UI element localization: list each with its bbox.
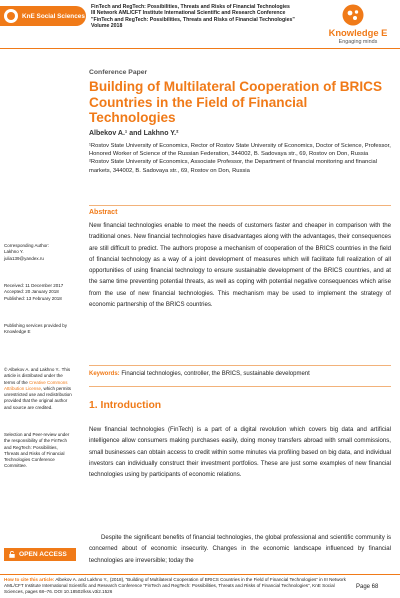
paper-authors: Albekov A.¹ and Lakhno Y.² — [89, 130, 179, 137]
citation — [4, 577, 346, 595]
keywords — [89, 371, 391, 377]
paper-title: Building of Multilateral Cooperation of BRICS Countries in the Field of Financial Technologies — [89, 79, 383, 126]
article-dates — [4, 283, 74, 302]
license-text: © Albekov A. and Lakhno Y.. This article is distributed under the terms of the — [4, 367, 71, 385]
publisher-name: KnE Social Sciences — [22, 12, 85, 20]
ca-name: Lakhno Y. — [4, 249, 24, 255]
ca-email[interactable]: julia139@yandex.ru — [4, 255, 44, 261]
keywords-divider — [89, 365, 391, 366]
abstract-heading: Abstract — [89, 209, 118, 216]
keywords-label: Keywords: — [89, 371, 120, 377]
published-date: Published: 13 February 2018 — [4, 295, 62, 301]
affiliation-2: ²Rostov State University of Economics, Associate Professor, the Department of financial monitoring and financial markets, 344002, B. Sadovaya str., 69, Rostov on Don, Russia — [89, 159, 378, 174]
page-number: Page 68 — [356, 584, 379, 590]
paper-type: Conference Paper — [89, 69, 148, 76]
license-text-end: , which permits unrestricted use and redistribution provided that the original author and source are credited. — [4, 385, 72, 410]
affiliations — [89, 142, 391, 175]
open-access-label: OPEN ACCESS — [19, 551, 67, 558]
body-paragraph: Despite the significant benefits of financial technologies, the global professional and scientific community is concerned about of economic insecurity. Changes in the economic landscape influenced by financial technologies are irreversible; today the — [89, 534, 391, 564]
kne-logo-icon — [4, 9, 18, 23]
knowledge-e-logo-icon — [342, 4, 364, 26]
accepted-date: Accepted: 20 January 2018 — [4, 289, 59, 295]
body-paragraph: New financial technologies (FinTech) is a part of a digital revolution which covers big data and artificial intelligence allow consumers making purchases easily, doing money transfers abroad with small commissions, small businesses can obtain access to credit within some minutes via profiling based on big data, and individual investors can individually construct their investment portfolios. These are just some examples of new financial technologies using by participants of economic relations. — [89, 426, 391, 478]
abstract-text: New financial technologies enable to meet the needs of customers faster and cheaper in comparison with the traditional ones. New financial technologies have disadvantages along with the advantages, their consequences are still difficult to predict. The authors propose a mechanism of cooperation of the BRICS countries in the field of financial technology as a way of a joint development of measures which will facilitate full realization of all opportunities of using financial technology to ensure sustainable development of the BRICS countries, and at the same time preventing potential threats, as well as coping with potential negative consequences which arise from the use of new financial technologies. This mechanism may be used to implement the strategy of economic partnership of the BRICS countries. — [89, 222, 391, 308]
header-divider — [0, 48, 400, 49]
publisher-badge — [0, 6, 86, 26]
publishing-services: Publishing services provided by Knowledge E — [4, 323, 68, 335]
brand-name: Knowledge E — [328, 27, 388, 38]
journal-line: FinTech and RegTech: Possibilities, Threats and Risks of Financial Technologies — [91, 4, 290, 10]
affiliation-1: ¹Rostov State University of Economics, Rector of Rostov State University of Economics, Doctor of Science, Professor, Honored Worker of Science of the Russian Federation, 344002, B. Sadovaya str., 69, Rostov on Don, Russia — [89, 143, 391, 158]
journal-line: III Network AML/CFT Institute International Scientific and Research Conference — [91, 10, 286, 17]
journal-line: "FinTech and RegTech: Possibilities, Threats and Risks of Financial Technologies" — [91, 16, 295, 23]
license-link[interactable]: Creative Commons Attribution License — [4, 379, 68, 391]
footer-divider — [0, 574, 400, 575]
journal-header — [91, 4, 303, 30]
journal-line: Volume 2018 — [91, 23, 123, 30]
open-access-badge — [4, 548, 76, 561]
abstract-divider — [89, 205, 391, 206]
received-date: Received: 11 December 2017 — [4, 283, 64, 288]
ca-label: Corresponding Author: — [4, 243, 50, 248]
section-heading: 1. Introduction — [89, 400, 162, 411]
peer-review-note: Selection and Peer-review under the responsibility of the FinTech and RegTech: Possibilities, Threats and Risks of Financial Technologies Conference Committee. — [4, 432, 70, 469]
brand-logo — [316, 4, 400, 48]
keywords-text: Financial technologies, controller, the BRICS, sustainable development — [121, 371, 310, 377]
brand-tagline: Engaging minds — [338, 39, 378, 45]
section-divider — [89, 386, 391, 387]
cite-label: How to cite this article: — [4, 577, 55, 582]
license-note — [4, 367, 74, 411]
corresponding-author — [4, 243, 74, 262]
cite-text: Albekov A. and Lakhno Y., (2018), “Building of Multilateral Cooperation of BRICS Countries in the Field of Financial Technologies” in III Network AML/CFT Institute International Scientific and Research Conference “FinTech and RegTech: Possibilities, Threats and Risks of Financial Technologies”, KnE Social Sciences, pages 68–76. DOI 10.18502/kss.v3i2.1526 — [4, 577, 346, 594]
open-lock-icon — [9, 551, 15, 558]
